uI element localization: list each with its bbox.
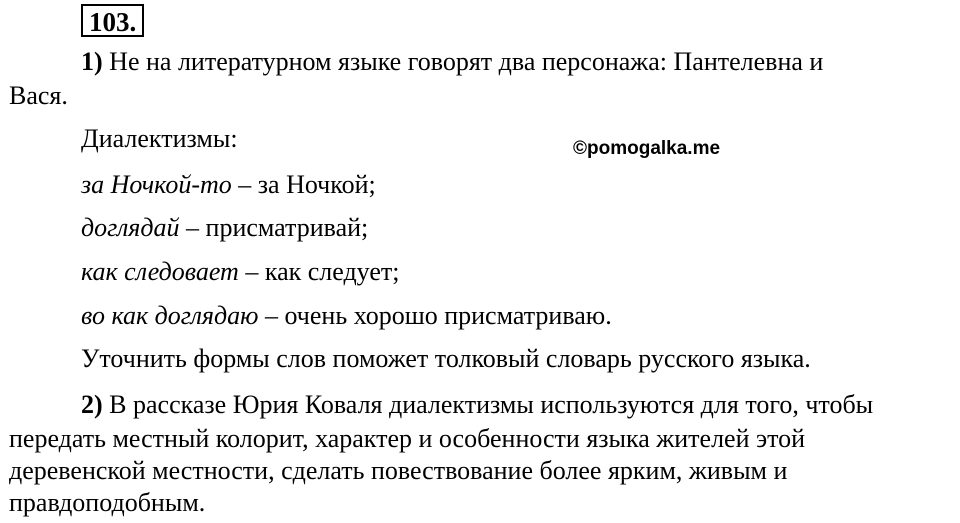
watermark: ©pomogalka.me bbox=[573, 138, 721, 159]
part2-line2: передать местный колорит, характер и особенности языка жителей этой bbox=[9, 424, 806, 453]
dialectism-meaning: присматривай; bbox=[205, 213, 369, 242]
part1-text-line1: Не на литературном языке говорят два персонажа: Пантелевна и bbox=[109, 47, 824, 76]
part1-line2: Вася. bbox=[9, 81, 68, 110]
dictionary-note: Уточнить формы слов поможет толковый словарь русского языка. bbox=[81, 344, 811, 373]
dialectism-item bbox=[81, 212, 368, 244]
part1-line1 bbox=[81, 46, 823, 78]
dialectism-meaning: очень хорошо присматриваю. bbox=[284, 301, 612, 330]
dialectism-dash: – bbox=[179, 213, 206, 242]
dialectism-item bbox=[81, 300, 612, 332]
part1-marker: 1) bbox=[81, 47, 103, 76]
part2-text-line1: В рассказе Юрия Коваля диалектизмы используются для того, чтобы bbox=[109, 390, 874, 419]
dialectism-item bbox=[81, 169, 376, 201]
dialectism-word: за Ночкой-то bbox=[81, 170, 232, 199]
dialectism-word: как следовает bbox=[81, 257, 239, 286]
dialectism-dash: – bbox=[231, 170, 258, 199]
part2-marker: 2) bbox=[81, 390, 103, 419]
part2-line4: правдоподобным. bbox=[9, 488, 206, 517]
dialectism-dash: – bbox=[258, 301, 285, 330]
part2-line1 bbox=[81, 389, 873, 421]
task-number-box: 103. bbox=[81, 4, 144, 37]
dialectism-dash: – bbox=[238, 257, 265, 286]
dialectism-item bbox=[81, 256, 399, 288]
dialectism-word: доглядай bbox=[81, 213, 180, 242]
dialectism-meaning: за Ночкой; bbox=[257, 170, 376, 199]
dialectism-word: во как доглядаю bbox=[81, 301, 259, 330]
part2-line3: деревенской местности, сделать повествование более ярким, живым и bbox=[9, 456, 788, 485]
dialectisms-heading: Диалектизмы: bbox=[81, 124, 238, 153]
dialectism-meaning: как следует; bbox=[264, 257, 400, 286]
